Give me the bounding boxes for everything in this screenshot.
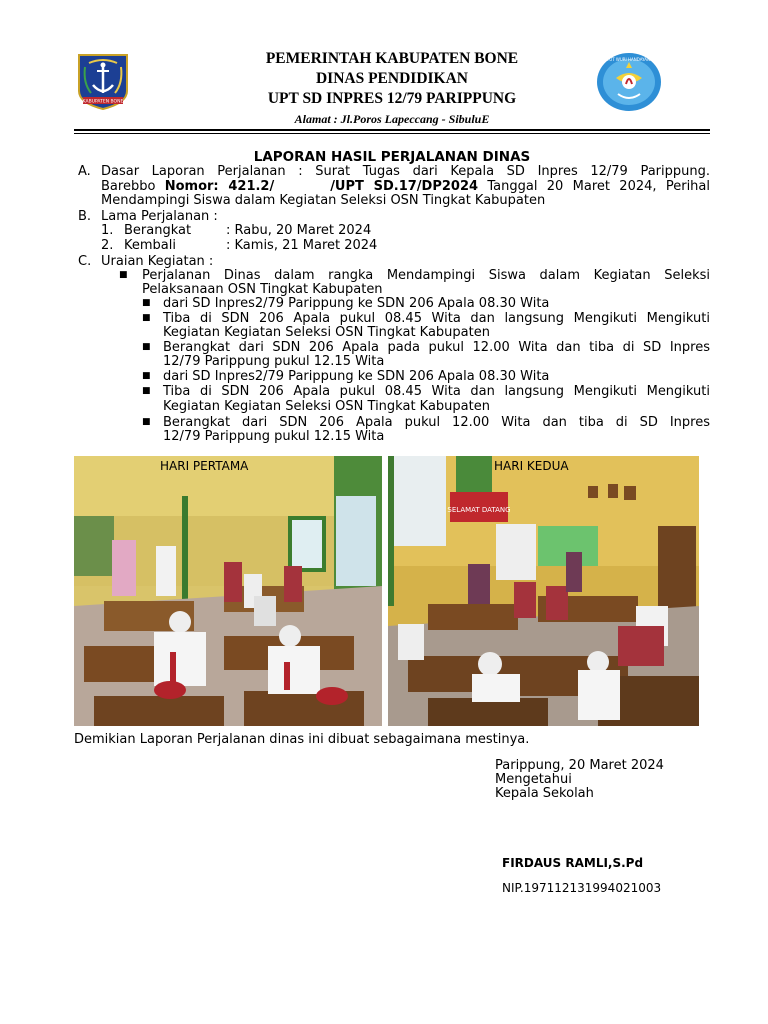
svg-text:SELAMAT DATANG: SELAMAT DATANG [447, 506, 511, 514]
activity-2-line-1: Tiba di SDN 206 Apala pukul 08.45 Wita dan langsung Mengikuti Mengikuti [163, 311, 710, 326]
signature-date: Parippung, 20 Maret 2024 [495, 758, 664, 773]
activity-6-line-2: 12/79 Parippung pukul 12.15 Wita [163, 429, 385, 444]
bullet-square-icon: ■ [142, 371, 151, 381]
report-title: LAPORAN HASIL PERJALANAN DINAS [253, 149, 531, 165]
header-address: Alamat : Jl.Poros Lapeccang - SibuluE [294, 112, 490, 126]
section-c-marker: C. [78, 254, 92, 269]
section-a-line-3: Mendampingi Siswa dalam Kegiatan Seleksi OSN Tingkat Kabupaten [101, 193, 546, 208]
activity-1: dari SD Inpres2/79 Parippung ke SDN 206 Apala 08.30 Wita [163, 296, 550, 311]
signatory-name: FIRDAUS RAMLI,S.Pd [502, 856, 644, 870]
bullet-square-icon: ■ [142, 386, 151, 396]
header-line-2: DINAS PENDIDIKAN [315, 70, 468, 87]
bullet-square-icon: ■ [142, 298, 151, 308]
activity-5-line-1: Tiba di SDN 206 Apala pukul 08.45 Wita dan langsung Mengikuti Mengikuti [163, 384, 710, 399]
letter-number-part-2: /UPT SD.17/DP2024 [330, 179, 479, 194]
section-b-item-2-label: Kembali [124, 238, 176, 253]
header-divider-thin [74, 133, 710, 134]
section-b-item-1-value: : Rabu, 20 Maret 2024 [226, 223, 372, 238]
kabupaten-bone-logo [73, 53, 133, 111]
header-line-1: PEMERINTAH KABUPATEN BONE [265, 50, 519, 67]
letter-number-part-1: Nomor: 421.2/ [164, 179, 275, 194]
activity-6-line-1: Berangkat dari SDN 206 Apala pukul 12.00 Wita dan tiba di SD Inpres [163, 415, 710, 430]
activity-4: dari SD Inpres2/79 Parippung ke SDN 206 Apala 08.30 Wita [163, 369, 550, 384]
section-a-line-2 [101, 179, 710, 194]
signature-known: Mengetahui [495, 772, 572, 787]
tut-wuri-handayani-logo [596, 52, 662, 112]
section-b-marker: B. [78, 209, 92, 224]
bullet-square-icon: ■ [119, 270, 128, 280]
section-c-main-line-2: Pelaksanaan OSN Tingkat Kabupaten [142, 282, 383, 297]
svg-text:TUT WURI HANDAYANI: TUT WURI HANDAYANI [606, 57, 652, 62]
bullet-square-icon: ■ [142, 342, 151, 352]
section-b-label: Lama Perjalanan : [101, 209, 218, 224]
section-b-item-2-num: 2. [101, 238, 114, 253]
photo-day-two [388, 456, 699, 726]
photo-day-one [74, 456, 382, 726]
bullet-square-icon: ■ [142, 417, 151, 427]
section-c-main-line-1: Perjalanan Dinas dalam rangka Mendampingi Siswa dalam Kegiatan Seleksi [142, 268, 710, 283]
bullet-square-icon: ■ [142, 313, 151, 323]
activity-3-line-2: 12/79 Parippung pukul 12.15 Wita [163, 354, 385, 369]
photo-day-one-caption: HARI PERTAMA [160, 459, 249, 473]
activity-3-line-1: Berangkat dari SDN 206 Apala pada pukul 12.00 Wita dan tiba di SD Inpres [163, 340, 710, 355]
photo-day-two-caption: HARI KEDUA [494, 459, 569, 473]
section-a-line-2-pre: Barebbo [101, 179, 165, 194]
activity-2-line-2: Kegiatan Kegiatan Seleksi OSN Tingkat Kabupaten [163, 325, 490, 340]
closing-statement: Demikian Laporan Perjalanan dinas ini dibuat sebagaimana mestinya. [74, 732, 530, 747]
header-divider-thick [74, 129, 710, 131]
section-b-item-1-label: Berangkat [124, 223, 192, 238]
header-line-3: UPT SD INPRES 12/79 PARIPPUNG [267, 90, 517, 107]
section-b-item-1-num: 1. [101, 223, 114, 238]
activity-5-line-2: Kegiatan Kegiatan Seleksi OSN Tingkat Kabupaten [163, 399, 490, 414]
section-a-line-2-post: Tanggal 20 Maret 2024, Perihal [478, 179, 710, 194]
section-a-line-1: Dasar Laporan Perjalanan : Surat Tugas dari Kepala SD Inpres 12/79 Parippung. [101, 164, 710, 179]
section-b-item-2-value: : Kamis, 21 Maret 2024 [226, 238, 378, 253]
signatory-nip: NIP.197112131994021003 [502, 881, 662, 895]
section-c-label: Uraian Kegiatan : [101, 254, 214, 269]
section-a-marker: A. [78, 164, 91, 179]
signature-role: Kepala Sekolah [495, 786, 594, 801]
svg-text:KABUPATEN BONE: KABUPATEN BONE [82, 99, 124, 105]
